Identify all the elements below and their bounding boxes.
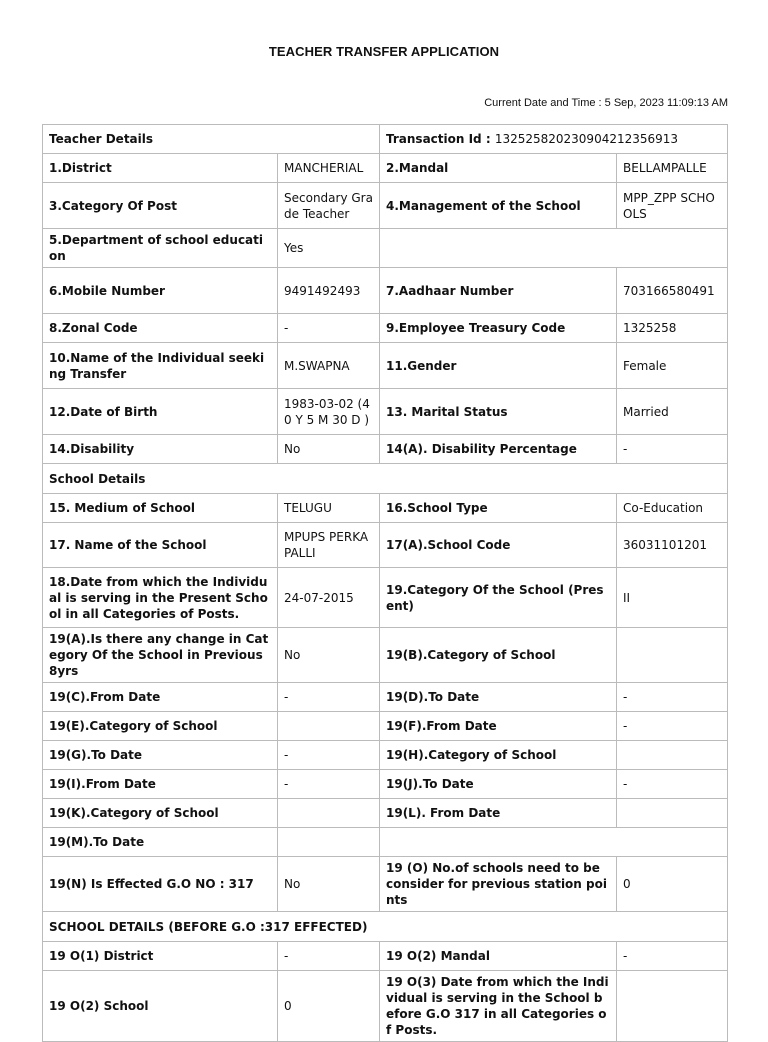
- field-label: 6.Mobile Number: [43, 268, 278, 314]
- transaction-id: 13252582023090421235691‌3: [494, 132, 679, 146]
- table-row: [43, 857, 728, 912]
- field-label: 19(B).Category of School: [380, 628, 617, 683]
- management-value: MPP_ZPP SCHOOLS: [617, 183, 728, 229]
- mandal-value: BELLAMPALLE: [617, 154, 728, 183]
- field-label: 19(N) Is Effected G.O NO : 317: [43, 857, 278, 912]
- serving-from-value: 24-07-2015: [278, 568, 380, 628]
- school-type-value: Co-Education: [617, 494, 728, 523]
- school-code-value: 36031101201: [617, 523, 728, 568]
- aadhaar-value: 703166580491: [617, 268, 728, 314]
- table-row: [43, 683, 728, 712]
- table-row: [43, 628, 728, 683]
- table-row: [43, 314, 728, 343]
- disability-pct-value: -: [617, 435, 728, 464]
- gender-value: Female: [617, 343, 728, 389]
- field-label: 19(A).Is there any change in Category Of the School in Previous 8yrs: [43, 628, 278, 683]
- empty-cell: [380, 229, 728, 268]
- field-label: 4.Management of the School: [380, 183, 617, 229]
- transaction-cell: [380, 125, 728, 154]
- table-row: [43, 712, 728, 741]
- field-label: 19(L). From Date: [380, 799, 617, 828]
- field-label: 16.School Type: [380, 494, 617, 523]
- page-title: TEACHER TRANSFER APPLICATION: [268, 44, 500, 59]
- c-from-value: -: [278, 683, 380, 712]
- disability-value: No: [278, 435, 380, 464]
- marital-value: Married: [617, 389, 728, 435]
- field-label: 17(A).School Code: [380, 523, 617, 568]
- n-go-value: No: [278, 857, 380, 912]
- j-to-value: -: [617, 770, 728, 799]
- table-row: [43, 183, 728, 229]
- field-label: 19(F).From Date: [380, 712, 617, 741]
- table-row: [43, 799, 728, 828]
- o-count-value: 0: [617, 857, 728, 912]
- medium-value: TELUGU: [278, 494, 380, 523]
- field-label: 1.District: [43, 154, 278, 183]
- table-row: [43, 971, 728, 1042]
- o3-date-value: [617, 971, 728, 1042]
- category-post-value: Secondary Grade Teacher: [278, 183, 380, 229]
- field-label: 15. Medium of School: [43, 494, 278, 523]
- field-label: 19(D).To Date: [380, 683, 617, 712]
- field-label: 19 O(3) Date from which the Individual is serving in the School before G.O 317 in all Categories of Posts.: [380, 971, 617, 1042]
- table-row: [43, 125, 728, 154]
- e-category-value: [278, 712, 380, 741]
- table-row: [43, 464, 728, 494]
- field-label: 8.Zonal Code: [43, 314, 278, 343]
- o2-school-value: 0: [278, 971, 380, 1042]
- table-row: [43, 828, 728, 857]
- o1-district-value: -: [278, 942, 380, 971]
- field-label: 19(J).To Date: [380, 770, 617, 799]
- field-label: 17. Name of the School: [43, 523, 278, 568]
- field-label: 5.Department of school education: [43, 229, 278, 268]
- district-value: MANCHERIAL: [278, 154, 380, 183]
- current-datetime: Current Date and Time : 5 Sep, 2023 11:09:13 AM: [484, 97, 728, 109]
- school-category-value: II: [617, 568, 728, 628]
- name-value: M.SWAPNA: [278, 343, 380, 389]
- field-label: 19(I).From Date: [43, 770, 278, 799]
- field-label: 13. Marital Status: [380, 389, 617, 435]
- d-to-value: -: [617, 683, 728, 712]
- table-row: [43, 268, 728, 314]
- change-value: No: [278, 628, 380, 683]
- field-label: 19 O(2) School: [43, 971, 278, 1042]
- field-label: 19.Category Of the School (Present): [380, 568, 617, 628]
- table-row: [43, 343, 728, 389]
- table-row: [43, 229, 728, 268]
- f-from-value: -: [617, 712, 728, 741]
- table-row: [43, 770, 728, 799]
- field-label: 19(M).To Date: [43, 828, 278, 857]
- table-row: [43, 942, 728, 971]
- field-label: 19 (O) No.of schools need to be consider for previous station points: [380, 857, 617, 912]
- application-table: [42, 124, 728, 1042]
- l-from-value: [617, 799, 728, 828]
- field-label: 18.Date from which the Individual is serving in the Present School in all Categories of Posts.: [43, 568, 278, 628]
- section-heading-teacher-details: Teacher Details: [43, 125, 380, 154]
- o2-mandal-value: -: [617, 942, 728, 971]
- school-name-value: MPUPS PERKAPALLI: [278, 523, 380, 568]
- field-label: 2.Mandal: [380, 154, 617, 183]
- table-row: [43, 154, 728, 183]
- field-label: 14(A). Disability Percentage: [380, 435, 617, 464]
- field-label: 7.Aadhaar Number: [380, 268, 617, 314]
- table-row: [43, 389, 728, 435]
- h-category-value: [617, 741, 728, 770]
- field-label: 19 O(2) Mandal: [380, 942, 617, 971]
- field-label: 19(H).Category of School: [380, 741, 617, 770]
- table-row: [43, 523, 728, 568]
- dept-value: Yes: [278, 229, 380, 268]
- field-label: 19(K).Category of School: [43, 799, 278, 828]
- field-label: 3.Category Of Post: [43, 183, 278, 229]
- table-row: [43, 741, 728, 770]
- section-heading-before-go: SCHOOL DETAILS (BEFORE G.O :317 EFFECTED): [43, 912, 728, 942]
- field-label: 9.Employee Treasury Code: [380, 314, 617, 343]
- treasury-value: 1325258: [617, 314, 728, 343]
- section-heading-school-details: School Details: [43, 464, 728, 494]
- g-to-value: -: [278, 741, 380, 770]
- b-category-value: [617, 628, 728, 683]
- zonal-value: -: [278, 314, 380, 343]
- field-label: 19(C).From Date: [43, 683, 278, 712]
- table-row: [43, 568, 728, 628]
- field-label: 19 O(1) District: [43, 942, 278, 971]
- mobile-value: 9491492493: [278, 268, 380, 314]
- table-row: [43, 494, 728, 523]
- field-label: 19(G).To Date: [43, 741, 278, 770]
- k-category-value: [278, 799, 380, 828]
- field-label: 14.Disability: [43, 435, 278, 464]
- table-row: [43, 435, 728, 464]
- empty-cell: [380, 828, 728, 857]
- field-label: 11.Gender: [380, 343, 617, 389]
- transaction-label: Transaction Id :: [386, 132, 495, 146]
- dob-value: 1983-03-02 (40 Y 5 M 30 D ): [278, 389, 380, 435]
- m-to-value: [278, 828, 380, 857]
- i-from-value: -: [278, 770, 380, 799]
- table-row: [43, 912, 728, 942]
- field-label: 19(E).Category of School: [43, 712, 278, 741]
- field-label: 10.Name of the Individual seeking Transfer: [43, 343, 278, 389]
- field-label: 12.Date of Birth: [43, 389, 278, 435]
